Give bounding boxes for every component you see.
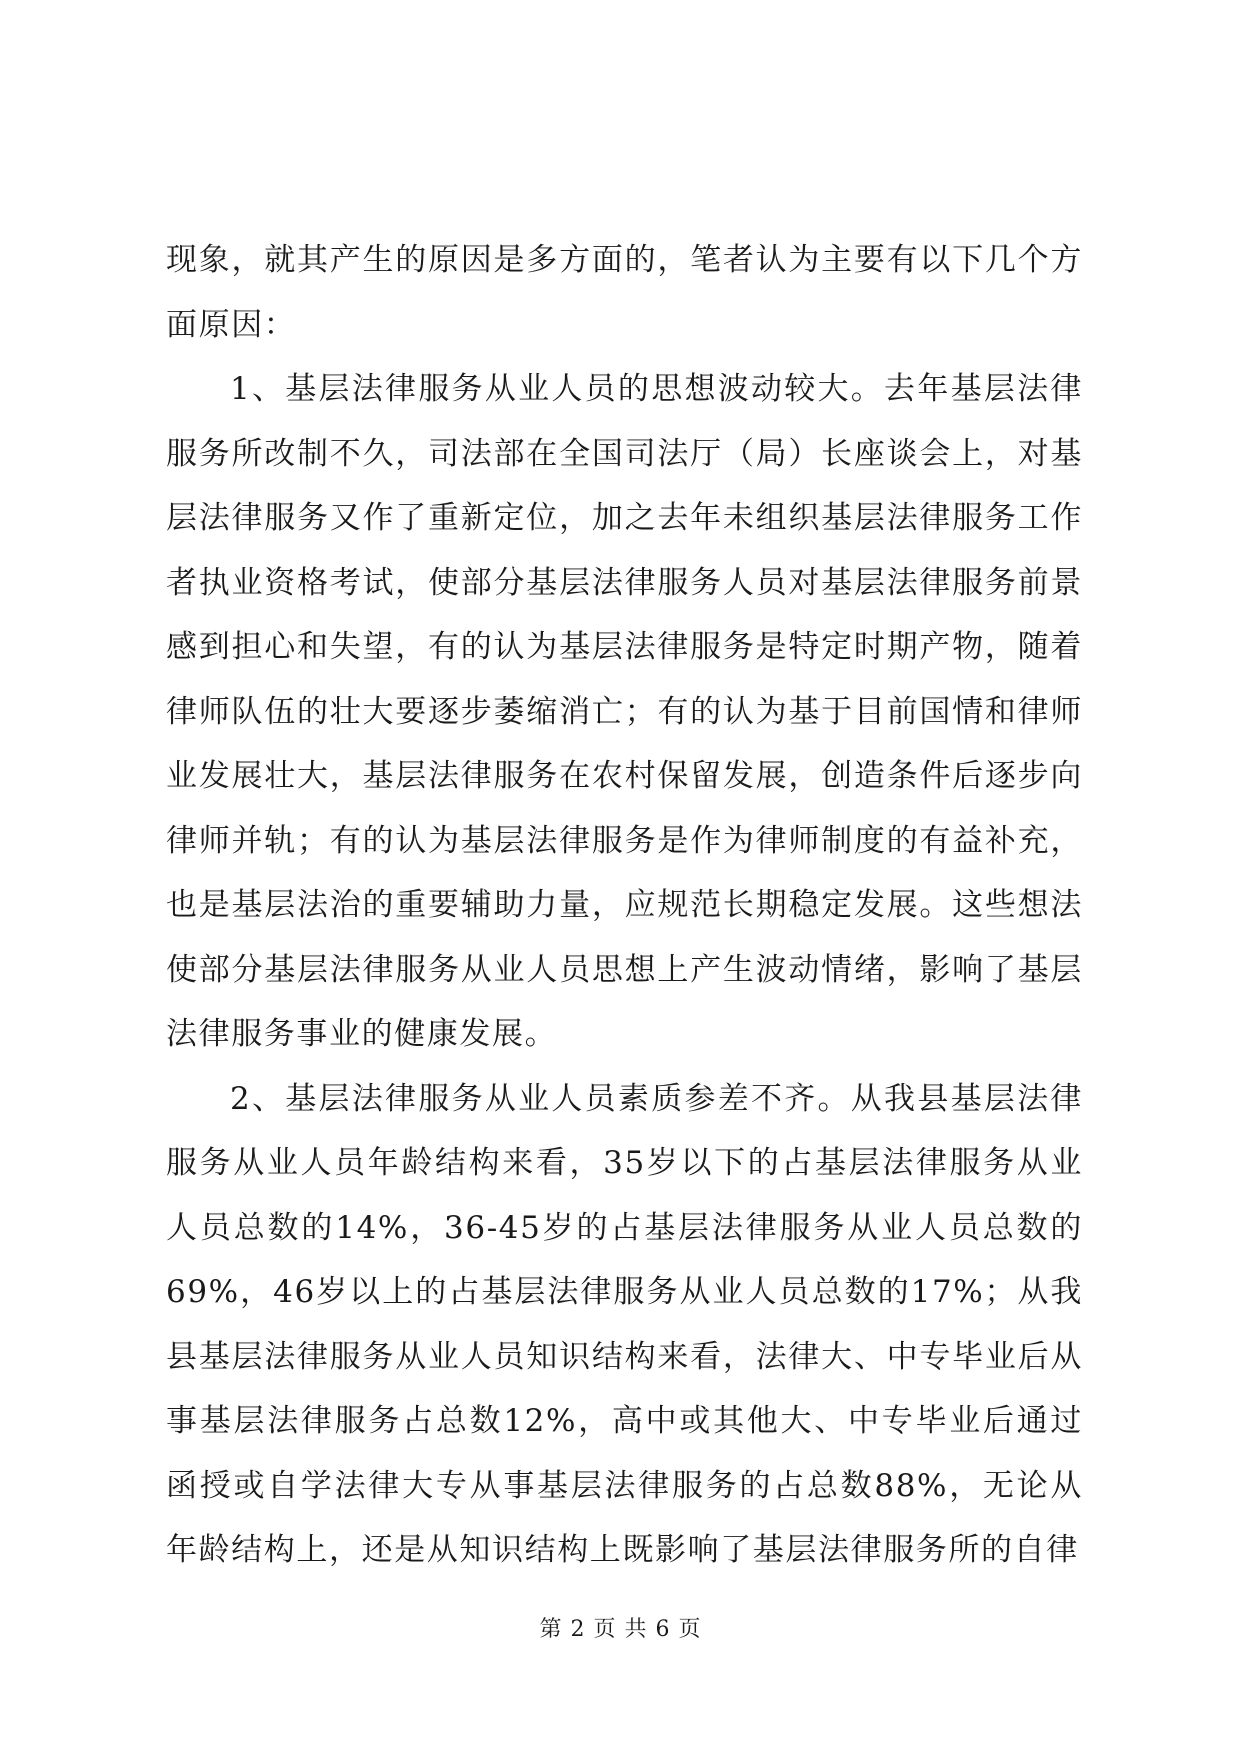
paragraph-reason-1: 1、基层法律服务从业人员的思想波动较大。去年基层法律服务所改制不久，司法部在全国司法厅（局）长座谈会上，对基层法律服务又作了重新定位，加之去年未组织基层法律服务工作者执业资格考试，使部分基层法律服务人员对基层法律服务前景感到担心和失望，有的认为基层法律服务是特定时期产物，随着律师队伍的壮大要逐步萎缩消亡；有的认为基于目前国情和律师业发展壮大，基层法律服务在农村保留发展，创造条件后逐步向律师并轨；有的认为基层法律服务是作为律师制度的有益补充，也是基层法治的重要辅助力量，应规范长期稳定发展。这些想法使部分基层法律服务从业人员思想上产生波动情绪，影响了基层法律服务事业的健康发展。 — [166, 371, 1083, 1052]
paragraph-reason-2: 2、基层法律服务从业人员素质参差不齐。从我县基层法律服务从业人员年龄结构来看，35岁以下的占基层法律服务从业人员总数的14%，36-45岁的占基层法律服务从业人员总数的69%，46岁以上的占基层法律服务从业人员总数的17%；从我县基层法律服务从业人员知识结构来看，法律大、中专毕业后从事基层法律服务占总数12%，高中或其他大、中专毕业后通过函授或自学法律大专从事基层法律服务的占总数88%，无论从年龄结构上，还是从知识结构上既影响了基层法律服务所的自律 — [166, 1080, 1083, 1568]
document-body — [166, 228, 1083, 1583]
paragraph-continuation: 现象，就其产生的原因是多方面的，笔者认为主要有以下几个方面原因： — [166, 242, 1083, 343]
page-number-footer: 第 2 页 共 6 页 — [539, 1617, 702, 1642]
